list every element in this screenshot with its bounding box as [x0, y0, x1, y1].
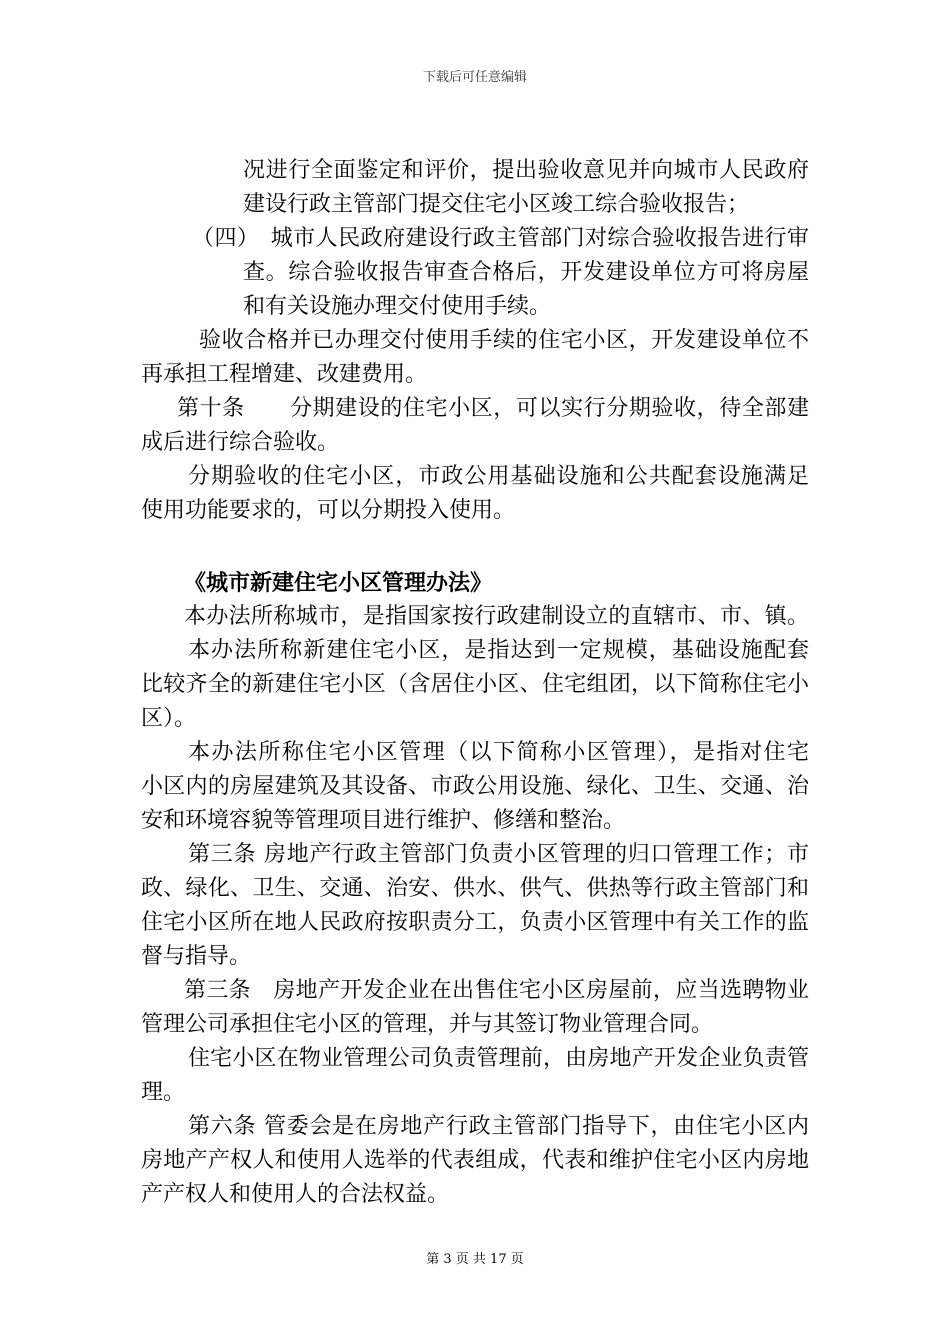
text-line: 小区内的房屋建筑及其设备、市政公用设施、绿化、卫生、交通、治: [141, 774, 809, 799]
page-footer-pagination: 第 3 页 共 17 页: [426, 1252, 524, 1267]
text-line: 第三条 房地产行政主管部门负责小区管理的归口管理工作；市: [188, 842, 809, 867]
section-title: 《城市新建住宅小区管理办法》: [184, 570, 493, 596]
text-line: 再承担工程增建、改建费用。: [141, 362, 428, 387]
text-line: 建设行政主管部门提交住宅小区竣工综合验收报告；: [243, 192, 750, 217]
text-line: 分期验收的住宅小区，市政公用基础设施和公共配套设施满足: [188, 464, 809, 489]
text-line: 使用功能要求的，可以分期投入使用。: [141, 498, 516, 523]
text-line: 产产权人和使用人的合法权益。: [141, 1182, 450, 1207]
text-line: 管理公司承担住宅小区的管理，并与其签订物业管理合同。: [141, 1012, 714, 1037]
text-line: 第十条 分期建设的住宅小区，可以实行分期验收，待全部建: [177, 396, 809, 421]
text-line: 第六条 管委会是在房地产行政主管部门指导下，由住宅小区内: [188, 1114, 809, 1139]
text-line: 区）。: [141, 706, 197, 731]
text-line: 成后进行综合验收。: [141, 430, 340, 455]
text-line: 理。: [141, 1080, 186, 1105]
text-line: 第三条 房地产开发企业在出售住宅小区房屋前，应当选聘物业: [184, 978, 809, 1003]
text-line: 房地产产权人和使用人选举的代表组成，代表和维护住宅小区内房地: [141, 1148, 809, 1173]
text-line: 政、绿化、卫生、交通、治安、供水、供气、供热等行政主管部门和: [141, 876, 809, 901]
text-line: 比较齐全的新建住宅小区（含居住小区、住宅组团，以下简称住宅小: [141, 672, 809, 697]
text-line: 住宅小区在物业管理公司负责管理前，由房地产开发企业负责管: [188, 1046, 809, 1071]
text-line: 查。综合验收报告审查合格后，开发建设单位方可将房屋: [243, 260, 809, 285]
text-line: 本办法所称新建住宅小区，是指达到一定规模，基础设施配套: [188, 638, 809, 663]
text-line: 本办法所称住宅小区管理（以下简称小区管理），是指对住宅: [188, 740, 809, 765]
text-line: （四） 城市人民政府建设行政主管部门对综合验收报告进行审: [192, 226, 809, 251]
text-line: 本办法所称城市，是指国家按行政建制设立的直辖市、市、镇。: [184, 604, 809, 629]
text-line: 住宅小区所在地人民政府按职责分工，负责小区管理中有关工作的监: [141, 910, 809, 935]
text-line: 况进行全面鉴定和评价，提出验收意见并向城市人民政府: [243, 158, 809, 183]
page-header-note: 下载后可任意编辑: [422, 70, 527, 85]
text-line: 验收合格并已办理交付使用手续的住宅小区，开发建设单位不: [199, 328, 809, 353]
text-line: 督与指导。: [141, 944, 252, 969]
text-line: 安和环境容貌等管理项目进行维护、修缮和整治。: [141, 808, 626, 833]
text-line: 和有关设施办理交付使用手续。: [243, 294, 552, 319]
